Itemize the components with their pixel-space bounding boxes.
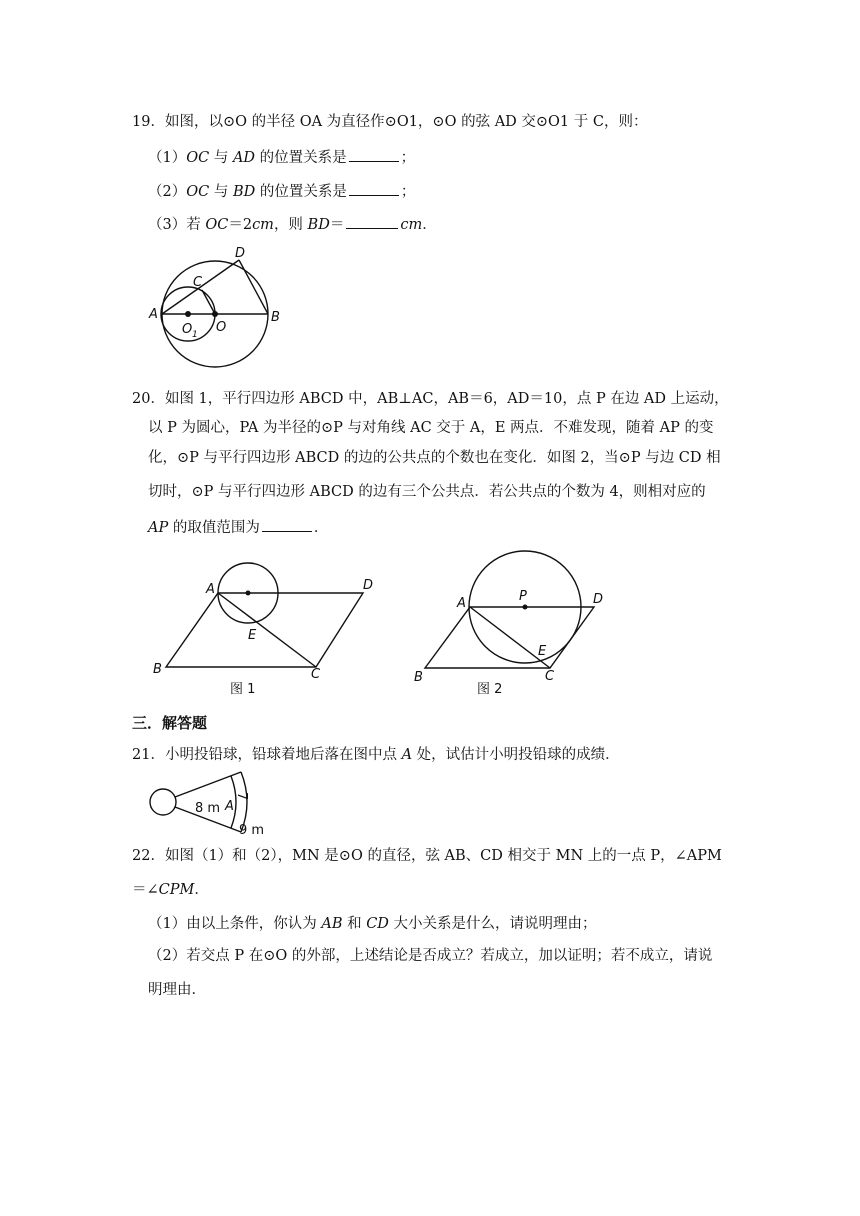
label-o1: O bbox=[182, 322, 193, 337]
q22-sub1: （1）由以上条件，你认为 AB 和 CD 大小关系是什么，请说明理由； bbox=[148, 916, 597, 932]
point-o bbox=[212, 311, 218, 317]
q19-sub1: （1）OC 与 AD 的位置关系是 ； bbox=[148, 147, 415, 168]
answer-blank bbox=[346, 214, 398, 229]
label-b: B bbox=[271, 310, 280, 325]
caption-fig1: 图 1 bbox=[230, 682, 256, 697]
segment-db bbox=[239, 260, 268, 314]
caption-fig2: 图 2 bbox=[477, 682, 503, 697]
label-a: A bbox=[457, 596, 466, 611]
label-c: C bbox=[311, 667, 321, 682]
q19-figure bbox=[145, 245, 295, 370]
q20-line4: 切时，⊙P 与平行四边形 ABCD 的边有三个公共点．若公共点的个数为 4，则相对应的 bbox=[148, 484, 706, 500]
parallelogram-abcd bbox=[166, 593, 363, 667]
q22-line1: 22．如图（1）和（2），MN 是⊙O 的直径，弦 AB、CD 相交于 MN 上的一点 P，∠APM bbox=[132, 848, 722, 864]
q20-line3: 化，⊙P 与平行四边形 ABCD 的边的公共点的个数也在变化．如图 2，当⊙P 与边 CD 相 bbox=[148, 450, 721, 466]
segment-oc bbox=[202, 290, 215, 314]
label-9m: 9 m bbox=[239, 823, 265, 838]
label-8m: 8 m bbox=[195, 801, 221, 816]
label-b: B bbox=[153, 662, 162, 677]
label-a: A bbox=[149, 307, 158, 322]
q19-sub3: （3）若 OC＝2cm，则 BD＝ cm． bbox=[148, 214, 437, 235]
q21-figure bbox=[145, 768, 275, 838]
answer-blank bbox=[349, 147, 399, 162]
label-d: D bbox=[593, 592, 604, 607]
label-d: D bbox=[235, 246, 246, 261]
label-e: E bbox=[538, 644, 547, 659]
point-o1 bbox=[185, 311, 191, 317]
label-e: E bbox=[248, 628, 257, 643]
section-title: 三．解答题 bbox=[132, 714, 208, 732]
q19-sub2: （2）OC 与 BD 的位置关系是 ； bbox=[148, 181, 415, 202]
q19-stem: 19．如图，以⊙O 的半径 OA 为直径作⊙O1，⊙O 的弦 AD 交⊙O1 于 C，则： bbox=[132, 114, 648, 130]
point-p bbox=[246, 591, 251, 596]
throwing-circle bbox=[150, 789, 176, 815]
q22-sub2-line2: 明理由． bbox=[148, 982, 206, 998]
label-p: P bbox=[519, 589, 527, 604]
point-p bbox=[523, 605, 528, 610]
q20-line2: 以 P 为圆心，PA 为半径的⊙P 与对角线 AC 交于 A，E 两点．不难发现，随着 AP 的变 bbox=[148, 420, 714, 436]
q21-text: 21．小明投铅球，铅球着地后落在图中点 A 处，试估计小明投铅球的成绩． bbox=[132, 747, 620, 763]
q22-line2: ＝∠CPM． bbox=[132, 882, 209, 898]
label-c: C bbox=[545, 669, 555, 684]
label-o1-sub: 1 bbox=[192, 330, 198, 340]
label-a: A bbox=[206, 582, 215, 597]
q20-line1: 20．如图 1，平行四边形 ABCD 中，AB⊥AC，AB＝6，AD＝10，点 P 在边 AD 上运动， bbox=[132, 391, 729, 407]
q20-line5: AP 的取值范围为 ． bbox=[148, 517, 328, 538]
label-o: O bbox=[216, 320, 227, 335]
answer-blank bbox=[349, 181, 399, 196]
answer-blank bbox=[262, 517, 312, 532]
label-7: 7 bbox=[234, 792, 249, 801]
label-a: A bbox=[225, 799, 234, 814]
q22-sub2-line1: （2）若交点 P 在⊙O 的外部，上述结论是否成立？若成立，加以证明；若不成立，请说 bbox=[148, 948, 713, 964]
diagonal-ac bbox=[218, 593, 316, 667]
label-b: B bbox=[414, 670, 423, 685]
q20-figure-2 bbox=[410, 545, 620, 705]
label-d: D bbox=[363, 578, 374, 593]
q20-figure-1 bbox=[148, 555, 388, 705]
label-c: C bbox=[193, 275, 203, 290]
sector-edge-top bbox=[175, 772, 241, 797]
